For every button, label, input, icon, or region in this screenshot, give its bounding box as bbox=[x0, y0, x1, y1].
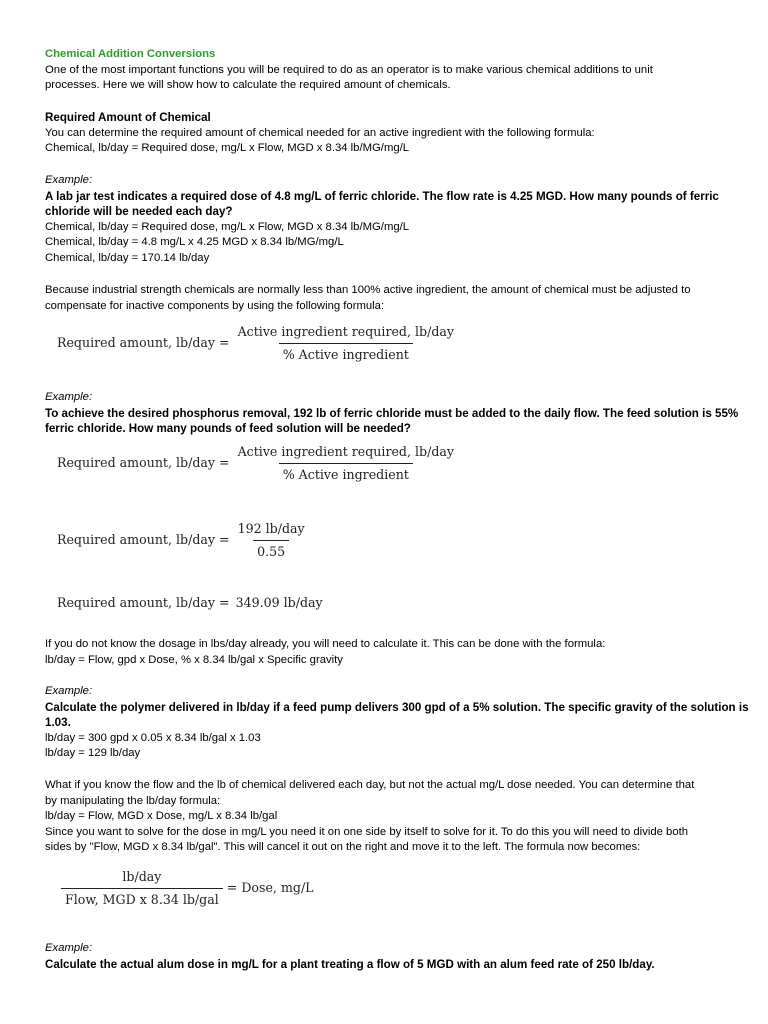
paragraph-line: sides by "Flow, MGD x 8.34 lb/gal". This will cancel it out on the right and move it to the left. The formula now becomes: bbox=[45, 841, 641, 854]
example-label: Example: bbox=[45, 174, 93, 186]
section-title-required-amount: Required Amount of Chemical bbox=[45, 111, 211, 124]
dosage-paragraph bbox=[45, 637, 725, 668]
formula-fraction bbox=[61, 869, 223, 907]
example-step: lb/day = 300 gpd x 0.05 x 8.34 lb/gal x 1.03 bbox=[45, 731, 261, 744]
formula-denominator: 0.55 bbox=[253, 540, 289, 560]
example-1 bbox=[45, 173, 725, 267]
formula-numerator: lb/day bbox=[122, 869, 162, 884]
example-question: To achieve the desired phosphorus removal, 192 lb of ferric chloride must be added to the daily flow. The feed solution is 55% bbox=[45, 406, 739, 420]
example-question: Calculate the polymer delivered in lb/day if a feed pump delivers 300 gpd of a 5% solution. The specific gravity of the solution is bbox=[45, 700, 749, 714]
paragraph-line: If you do not know the dosage in lbs/day already, you will need to calculate it. This can be done with the formula: bbox=[45, 638, 606, 650]
formula-result: = Dose, mg/L bbox=[226, 880, 314, 896]
example-2-equation-2 bbox=[57, 521, 313, 559]
dose-paragraph bbox=[45, 778, 725, 856]
formula-lhs: Required amount, lb/day = bbox=[57, 455, 230, 471]
example-question: chloride will be needed each day? bbox=[45, 205, 233, 219]
formula-denominator: % Active ingredient bbox=[279, 343, 413, 363]
example-label: Example: bbox=[45, 942, 93, 954]
paragraph-line: Since you want to solve for the dose in mg/L you need it on one side by itself to solve for it. To do this you will need to divide both bbox=[45, 825, 689, 838]
formula-fraction bbox=[234, 324, 458, 362]
example-step: lb/day = 129 lb/day bbox=[45, 747, 141, 760]
example-2-equation-3 bbox=[57, 595, 329, 611]
formula-denominator: % Active ingredient bbox=[279, 463, 413, 483]
paragraph-line: compensate for inactive components by using the following formula: bbox=[45, 299, 385, 312]
paragraph-line: What if you know the flow and the lb of chemical delivered each day, but not the actual mg/L dose needed. You can determine that bbox=[45, 779, 695, 791]
formula-lhs: Required amount, lb/day = bbox=[57, 335, 230, 351]
example-4 bbox=[45, 941, 725, 972]
formula-fraction bbox=[234, 521, 309, 559]
example-2-equation-1 bbox=[57, 444, 462, 482]
example-question: Calculate the actual alum dose in mg/L for a plant treating a flow of 5 MGD with an alum feed rate of 250 lb/day. bbox=[45, 957, 655, 971]
paragraph-line: by manipulating the lb/day formula: bbox=[45, 794, 221, 807]
intro-line: processes. Here we will show how to calculate the required amount of chemicals. bbox=[45, 79, 451, 92]
example-label: Example: bbox=[45, 391, 93, 403]
intro-line: One of the most important functions you will be required to do as an operator is to make various chemical additions to unit bbox=[45, 63, 653, 76]
paragraph-line: Because industrial strength chemicals are normally less than 100% active ingredient, the amount of chemical must be adjusted to bbox=[45, 284, 691, 296]
required-amount-formula bbox=[57, 324, 462, 362]
example-step: Chemical, lb/day = 4.8 mg/L x 4.25 MGD x 8.34 lb/MG/mg/L bbox=[45, 236, 344, 249]
formula-intro-line: You can determine the required amount of chemical needed for an active ingredient with the following formula: bbox=[45, 126, 595, 139]
formula-lhs: Required amount, lb/day = bbox=[57, 532, 230, 548]
section-title-chemical-addition: Chemical Addition Conversions bbox=[45, 48, 216, 60]
example-question: A lab jar test indicates a required dose of 4.8 mg/L of ferric chloride. The flow rate is 4.25 MGD. How many pounds of ferric bbox=[45, 189, 719, 203]
formula-result: 349.09 lb/day bbox=[235, 595, 323, 610]
formula-line: lb/day = Flow, MGD x Dose, mg/L x 8.34 lb/gal bbox=[45, 810, 278, 823]
example-question: ferric chloride. How many pounds of feed solution will be needed? bbox=[45, 422, 411, 436]
example-2 bbox=[45, 390, 739, 437]
formula-fraction bbox=[234, 444, 458, 482]
intro-section bbox=[45, 47, 725, 94]
formula-numerator: Active ingredient required, lb/day bbox=[237, 324, 455, 339]
formula-lhs: Required amount, lb/day = bbox=[57, 595, 230, 610]
example-step: Chemical, lb/day = 170.14 lb/day bbox=[45, 251, 210, 264]
formula-line: Chemical, lb/day = Required dose, mg/L x Flow, MGD x 8.34 lb/MG/mg/L bbox=[45, 142, 410, 155]
formula-line: lb/day = Flow, gpd x Dose, % x 8.34 lb/gal x Specific gravity bbox=[45, 653, 343, 666]
example-3 bbox=[45, 684, 749, 762]
dose-formula bbox=[57, 869, 314, 907]
required-amount-section bbox=[45, 110, 725, 157]
formula-numerator: 192 lb/day bbox=[237, 521, 305, 536]
formula-denominator: Flow, MGD x 8.34 lb/gal bbox=[61, 888, 223, 908]
active-ingredient-paragraph bbox=[45, 283, 725, 314]
example-step: Chemical, lb/day = Required dose, mg/L x Flow, MGD x 8.34 lb/MG/mg/L bbox=[45, 220, 410, 233]
example-label: Example: bbox=[45, 685, 93, 697]
formula-numerator: Active ingredient required, lb/day bbox=[237, 444, 455, 459]
example-question: 1.03. bbox=[45, 716, 71, 730]
